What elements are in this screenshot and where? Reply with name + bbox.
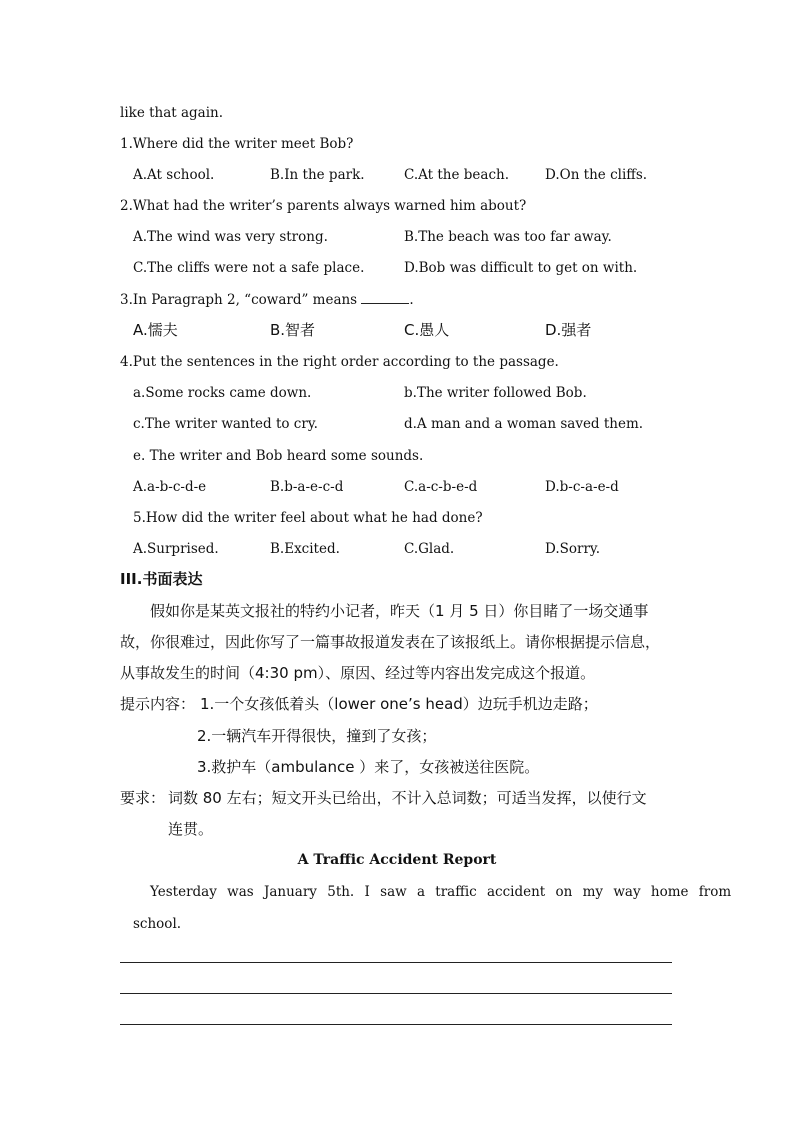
question-4-option-c: C.a-c-b-e-d <box>404 479 478 495</box>
sentence-c: c.The writer wanted to cry. <box>133 416 318 432</box>
hints-label: 提示内容： <box>120 695 196 713</box>
prompt-line-3: 从事故发生的时间（4:30 pm）、原因、经过等内容出发完成这个报道。 <box>120 664 596 682</box>
requirements-text-cont: 连贯。 <box>168 820 214 838</box>
requirements-label: 要求： <box>120 789 166 807</box>
question-3-option-a: A.懦夫 <box>133 321 178 339</box>
question-5-option-b: B.Excited. <box>270 541 340 557</box>
question-1-option-d: D.On the cliffs. <box>545 167 648 183</box>
question-1-option-c: C.At the beach. <box>404 167 509 183</box>
question-4-option-d: D.b-c-a-e-d <box>545 479 619 495</box>
sentence-a: a.Some rocks came down. <box>133 385 312 401</box>
question-5-option-d: D.Sorry. <box>545 541 601 557</box>
sentence-d: d.A man and a woman saved them. <box>404 416 644 432</box>
question-3-stem-text: 3.In Paragraph 2, “coward” means <box>120 292 358 308</box>
question-1-option-a: A.At school. <box>133 167 215 183</box>
question-2-option-c: C.The cliffs were not a safe place. <box>133 260 365 276</box>
question-3-option-b: B.智者 <box>270 321 316 339</box>
writing-line[interactable] <box>120 1024 672 1025</box>
prompt-line-2: 故，你很难过，因此你写了一篇事故报道发表在了该报纸上。请你根据提示信息， <box>120 633 661 651</box>
answer-blank <box>361 291 409 304</box>
sentence-e: e. The writer and Bob heard some sounds. <box>133 448 424 464</box>
sentence-b: b.The writer followed Bob. <box>404 385 587 401</box>
question-3-option-d: D.强者 <box>545 321 592 339</box>
question-2-option-b: B.The beach was too far away. <box>404 229 612 245</box>
question-2-option-d: D.Bob was difficult to get on with. <box>404 260 638 276</box>
hint-1: 1.一个女孩低着头（lower one’s head）边玩手机边走路； <box>200 695 598 713</box>
passage-tail: like that again. <box>120 105 224 121</box>
section-heading: III.书面表达 <box>120 570 203 588</box>
writing-line[interactable] <box>120 993 672 994</box>
question-5-option-a: A.Surprised. <box>133 541 219 557</box>
question-5-option-c: C.Glad. <box>404 541 455 557</box>
hint-3: 3.救护车（ambulance ）来了，女孩被送往医院。 <box>197 758 540 776</box>
prompt-line-1: 假如你是某英文报社的特约小记者，昨天（1 月 5 日）你目睹了一场交通事 <box>150 602 649 620</box>
question-3-stem-end: . <box>409 292 414 308</box>
question-2-stem: 2.What had the writer’s parents always warned him about? <box>120 198 527 214</box>
question-4-option-a: A.a-b-c-d-e <box>133 479 207 495</box>
question-4-stem: 4.Put the sentences in the right order according to the passage. <box>120 354 559 370</box>
question-4-option-b: B.b-a-e-c-d <box>270 479 344 495</box>
question-1-option-b: B.In the park. <box>270 167 365 183</box>
question-5-stem: 5.How did the writer feel about what he had done? <box>133 510 483 526</box>
hint-2: 2.一辆汽车开得很快，撞到了女孩； <box>197 727 437 745</box>
essay-opening-line-2: school. <box>133 916 182 932</box>
requirements-text: 词数 80 左右；短文开头已给出，不计入总词数；可适当发挥，以使行文 <box>168 789 647 807</box>
writing-line[interactable] <box>120 962 672 963</box>
question-2-option-a: A.The wind was very strong. <box>133 229 328 245</box>
question-3-option-c: C.愚人 <box>404 321 450 339</box>
essay-title: A Traffic Accident Report <box>297 852 497 868</box>
question-3-stem <box>120 291 414 309</box>
essay-opening-line-1: Yesterday was January 5th. I saw a traffic accident on my way home from <box>150 884 732 900</box>
question-1-stem: 1.Where did the writer meet Bob? <box>120 136 354 152</box>
